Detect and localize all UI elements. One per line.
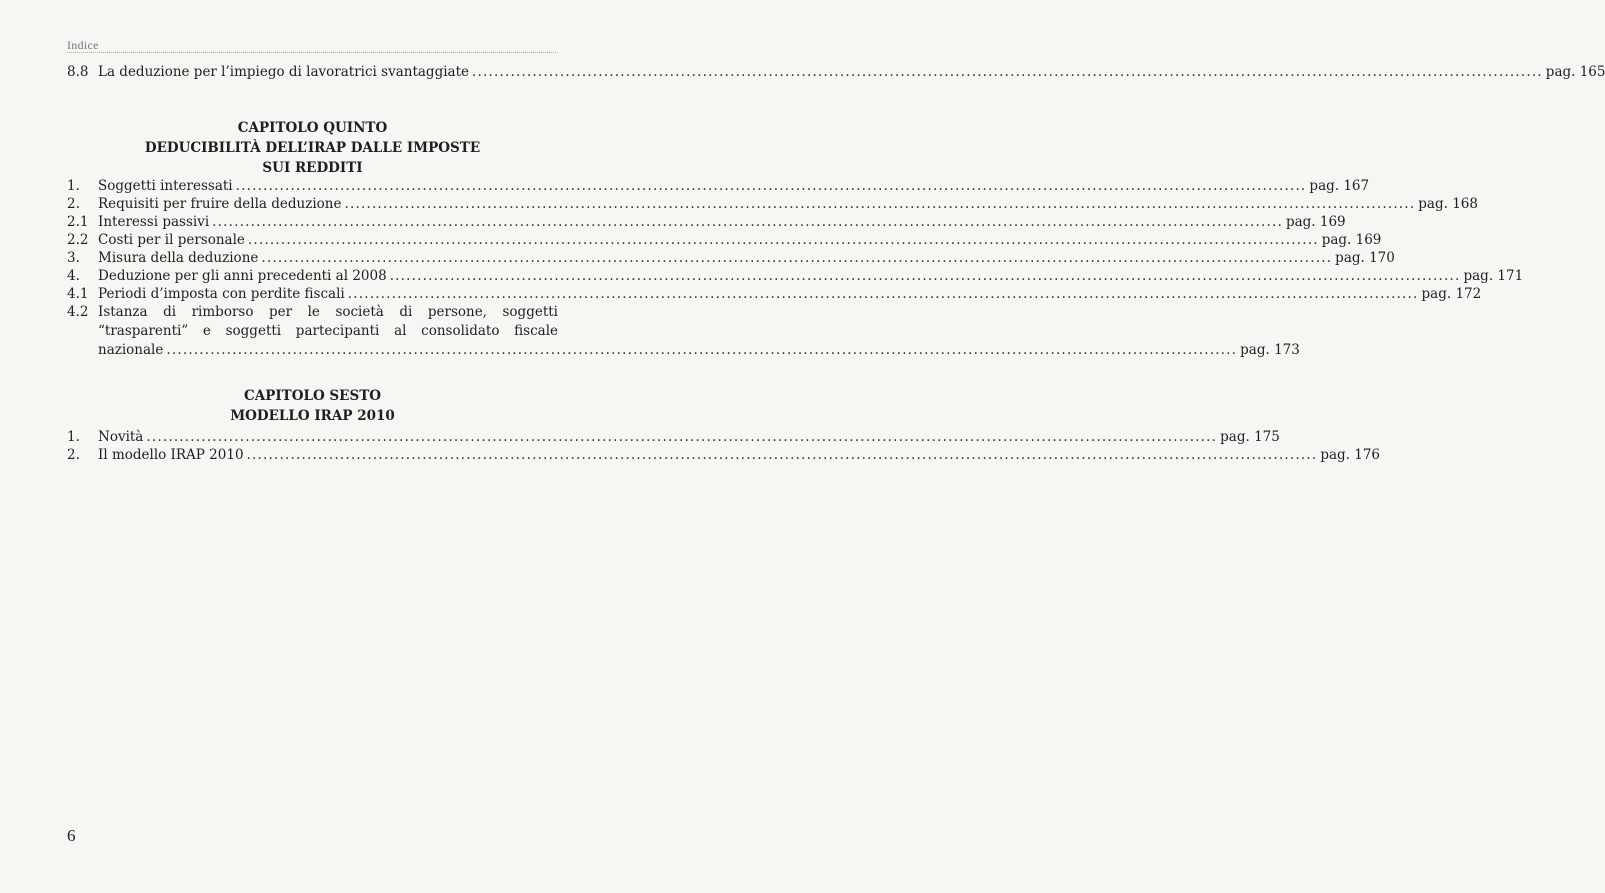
dot-leader: ................................................................................................................................................................................................... xyxy=(344,196,1416,212)
toc-page-ref: pag. 165 xyxy=(1545,64,1605,80)
toc-page-ref: pag. 168 xyxy=(1418,196,1478,212)
toc-title: Periodi d’imposta con perdite fiscali xyxy=(98,286,345,302)
chapter-6-heading xyxy=(67,386,558,426)
toc-title-line-1: Istanza di rimborso per le società di persone, soggetti xyxy=(98,304,558,320)
dot-leader: ................................................................................................................................................................................................... xyxy=(166,342,1238,358)
toc-number: 2.1 xyxy=(67,214,89,230)
dot-leader: ................................................................................................................................................................................................... xyxy=(247,232,1319,248)
toc-entry-8-8 xyxy=(67,63,1605,82)
toc-title-line-3: nazionale xyxy=(98,342,164,358)
dot-leader: ................................................................................................................................................................................................... xyxy=(212,214,1283,230)
toc-entry-5-4-2 xyxy=(67,303,1300,360)
toc-number: 8.8 xyxy=(67,64,89,80)
toc-title: Il modello IRAP 2010 xyxy=(98,447,244,463)
toc-page-ref: pag. 173 xyxy=(1240,342,1300,358)
chapter-5-heading xyxy=(67,118,558,178)
toc-entry-6-1 xyxy=(67,428,1280,447)
toc-entry-5-2-1 xyxy=(67,213,1346,232)
running-head: Indice xyxy=(67,38,99,52)
toc-number: 4.1 xyxy=(67,286,89,302)
dot-leader: ................................................................................................................................................................................................... xyxy=(246,447,1318,463)
chapter-5-title-line-2: SUI REDDITI xyxy=(262,160,363,176)
toc-title: Requisiti per fruire della deduzione xyxy=(98,196,342,212)
chapter-6-title: MODELLO IRAP 2010 xyxy=(230,408,395,424)
chapter-6-label: CAPITOLO SESTO xyxy=(243,388,382,404)
toc-page-ref: pag. 169 xyxy=(1321,232,1382,248)
dot-leader: ................................................................................................................................................................................................... xyxy=(146,429,1218,445)
toc-page-ref: pag. 169 xyxy=(1285,214,1346,230)
toc-page-ref: pag. 167 xyxy=(1309,178,1370,194)
toc-entry-5-2-2 xyxy=(67,231,1382,250)
toc-number: 1. xyxy=(67,429,80,445)
chapter-5-title-line-1: DEDUCIBILITÀ DELL’IRAP DALLE IMPOSTE xyxy=(144,140,481,156)
toc-number: 4.2 xyxy=(67,304,89,320)
toc-number: 3. xyxy=(67,250,80,266)
toc-title-last-line xyxy=(98,341,1300,360)
dot-leader: ................................................................................................................................................................................................... xyxy=(261,250,1333,266)
toc-title-line-2: “trasparenti” e soggetti partecipanti al consolidato fiscale xyxy=(98,323,558,339)
dot-leader: ................................................................................................................................................................................................... xyxy=(347,286,1419,302)
toc-page-ref: pag. 171 xyxy=(1463,268,1524,284)
dot-leader: ................................................................................................................................................................................................... xyxy=(235,178,1307,194)
chapter-5-label: CAPITOLO QUINTO xyxy=(237,120,388,136)
toc-title: Soggetti interessati xyxy=(98,178,233,194)
toc-number: 4. xyxy=(67,268,80,284)
page-number: 6 xyxy=(67,826,76,845)
toc-entry-5-4 xyxy=(67,267,1524,286)
toc-title: La deduzione per l’impiego di lavoratrici svantaggiate xyxy=(98,64,469,80)
toc-title: Interessi passivi xyxy=(98,214,210,230)
toc-number: 2. xyxy=(67,447,80,463)
toc-page-ref: pag. 176 xyxy=(1320,447,1381,463)
toc-title: Misura della deduzione xyxy=(98,250,259,266)
toc-title: Novità xyxy=(98,429,144,445)
dot-leader: ................................................................................................................................................................................................... xyxy=(472,64,1543,80)
dot-leader: ................................................................................................................................................................................................... xyxy=(389,268,1461,284)
toc-entry-6-2 xyxy=(67,446,1381,465)
toc-title: Costi per il personale xyxy=(98,232,245,248)
toc-page-ref: pag. 172 xyxy=(1421,286,1482,302)
toc-title: Deduzione per gli anni precedenti al 2008 xyxy=(98,268,387,284)
toc-entry-5-3 xyxy=(67,249,1395,268)
toc-number: 2. xyxy=(67,196,80,212)
toc-entry-5-4-1 xyxy=(67,285,1482,304)
toc-page-ref: pag. 170 xyxy=(1335,250,1395,266)
toc-number: 1. xyxy=(67,178,80,194)
toc-entry-5-2 xyxy=(67,195,1478,214)
toc-entry-5-1 xyxy=(67,177,1370,196)
toc-number: 2.2 xyxy=(67,232,89,248)
header-rule xyxy=(67,52,558,53)
toc-page-ref: pag. 175 xyxy=(1220,429,1280,445)
